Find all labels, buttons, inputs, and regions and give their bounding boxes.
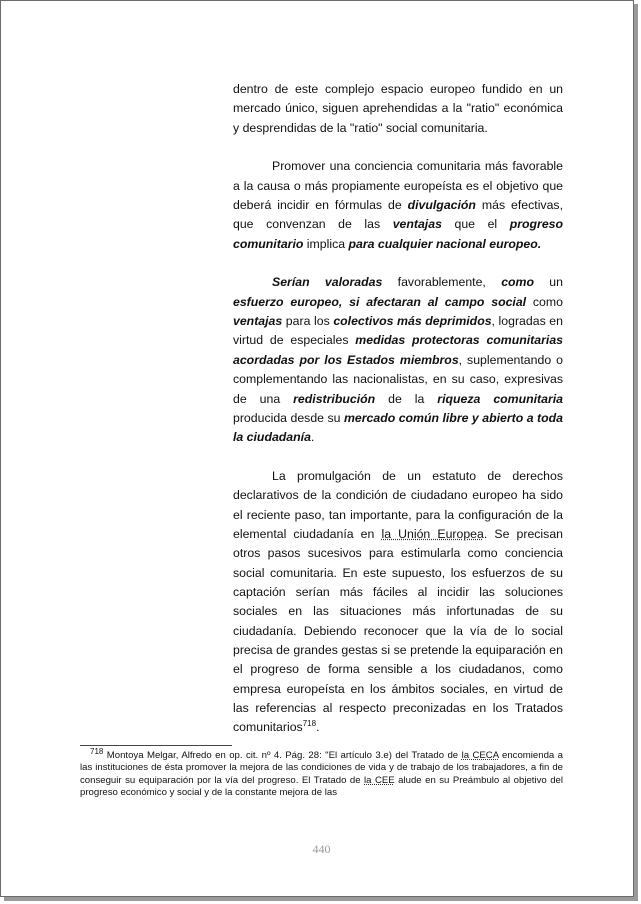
footnote-reference[interactable]: 718 [302,719,317,729]
text-run: producida desde su [233,410,344,425]
emphasis-run: mercado común libre y abierto a toda la ciudadanía [233,410,563,445]
text-run: , logradas en virtud de especiales [233,314,563,348]
text-run: favorablemente, [382,275,502,290]
text-run: . Se precisan otros pasos sucesivos para estimularla como conciencia social comunitaria. En este supuesto, los esfuerzos de su captación serían más fáciles al incidir las soluciones sociales en las situaciones más infortunadas de su ciudadanía. Debiendo reconocer que la vía de lo social precisa de grandes gestas si se pretende la equiparación en el progreso de forma sensible a los ciudadanos, como empresa europeísta en los ámbitos sociales, en virtud de las referencias al respecto preconizadas en los Tratados comunitarios [233,526,563,735]
text-run: Promover una conciencia comunitaria más favorable a la causa o más propiamente europeísta es el objetivo que deberá incidir en fórmulas de [233,159,563,213]
footnote-text [80,746,564,799]
emphasis-run: medidas protectoras comunitarias acordadas por los Estados miembros [233,333,563,367]
paragraph-4 [233,467,563,738]
text-run: encomienda a las instituciones de ésta promover la mejora de las condiciones de vida y de trabajo de los trabajadores, a fin de conseguir su equiparación por la vía del progreso. El Tratado de [80,750,564,786]
text-run: La promulgación de un estatuto de derechos declarativos de la condición de ciudadano europeo ha sido el reciente paso, tan importante, para la configuración de la elemental ciudadanía en [233,468,563,541]
footnote-number: 718 [90,746,104,756]
paragraph-3 [233,273,563,447]
emphasis-run: esfuerzo europeo, si afectaran al campo social [233,294,527,309]
text-run: más efectivas, que convenzan de las [233,198,563,232]
page-number: 440 [312,842,331,856]
emphasis-run: Serían valoradas [272,275,383,290]
paragraph-1: dentro de este complejo espacio europeo fundido en un mercado único, siguen aprehendidas a la "ratio" económica y desprendidas de la "ratio" social comunitaria. [233,82,563,135]
text-run: Montoya Melgar, Alfredo en op. cit. nº 4. Pág. 28: "El artículo 3.e) del Tratado de [103,750,462,761]
paragraph-2 [233,157,563,254]
emphasis-run: redistribución [293,391,376,406]
body-text [233,80,563,738]
hyperlink-text[interactable]: la Unión Europea [381,526,484,541]
text-run: implica [303,236,349,251]
text-run: alude en su Preámbulo al objetivo del progreso económico y social y de la constante mejora de las [80,774,563,798]
text-run: . [316,720,320,735]
hyperlink-text[interactable]: la CECA [461,750,499,761]
emphasis-run: divulgación [407,198,476,213]
text-run: un [533,275,563,290]
emphasis-run: ventajas [392,217,442,232]
footnote [80,746,564,799]
emphasis-run: progreso comunitario [233,217,564,251]
emphasis-run: para cualquier nacional europeo. [348,236,542,251]
emphasis-run: como [501,275,534,290]
emphasis-run: colectivos más deprimidos [333,314,492,329]
emphasis-run: riqueza comunitaria [437,391,564,406]
text-run: de la [375,391,438,406]
emphasis-run: ventajas [233,314,283,329]
text-run: como [526,294,563,309]
hyperlink-text[interactable]: la CEE [364,774,395,786]
text-run: . [310,430,315,445]
text-run: , suplementando o complementando las nacionalistas, en su caso, expresivas de una [233,352,563,406]
text-run: que el [441,217,510,232]
text-run: para los [282,314,334,329]
